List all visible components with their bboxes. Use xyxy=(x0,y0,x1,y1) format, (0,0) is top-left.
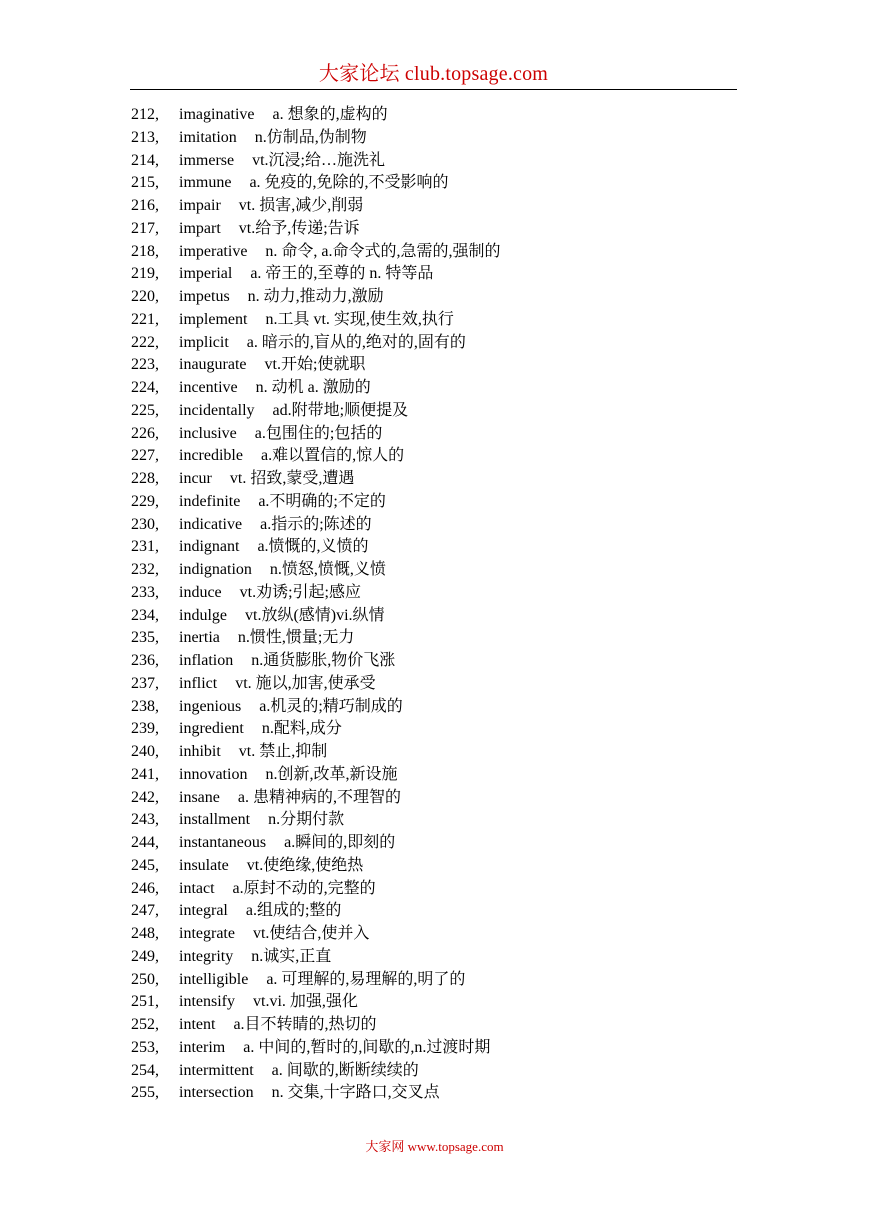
entry-word: implement xyxy=(179,310,248,328)
entry-number: 225, xyxy=(131,401,159,419)
entry-word: immerse xyxy=(179,151,235,169)
list-item xyxy=(0,536,869,559)
entry-definition: n.诚实,正直 xyxy=(251,947,332,965)
entry-word-group xyxy=(179,286,384,309)
list-item xyxy=(0,923,869,946)
entry-word-group xyxy=(179,809,344,832)
entry-number: 231, xyxy=(131,538,159,556)
entry-word: indignant xyxy=(179,538,240,556)
entry-word-group xyxy=(179,514,372,537)
entry-word-group xyxy=(179,991,358,1014)
entry-word-group xyxy=(179,718,342,741)
entry-word: inaugurate xyxy=(179,356,247,374)
entry-number: 243, xyxy=(131,811,159,829)
entry-word: inertia xyxy=(179,629,220,647)
entry-word: indefinite xyxy=(179,492,241,510)
entry-number: 223, xyxy=(131,356,159,374)
entry-word-group xyxy=(179,332,466,355)
entry-word: indignation xyxy=(179,561,252,578)
entry-definition: a.机灵的;精巧制成的 xyxy=(259,697,403,715)
list-item xyxy=(0,468,869,491)
entry-number: 212, xyxy=(131,106,159,123)
entry-definition: n.仿制品,伪制物 xyxy=(254,128,367,146)
entry-definition: n.惯性,惯量;无力 xyxy=(237,629,355,647)
entry-number: 219, xyxy=(131,265,159,283)
entry-definition: a. 间歇的,断断续续的 xyxy=(271,1061,419,1079)
entry-number: 220, xyxy=(131,288,159,305)
entry-definition: vt.放纵(感情)vi.纵情 xyxy=(245,606,385,624)
entry-word: ingredient xyxy=(179,720,244,738)
entry-definition: a. 中间的,暂时的,间歇的,n.过渡时期 xyxy=(243,1038,491,1056)
list-item xyxy=(0,673,869,696)
list-item xyxy=(0,582,869,605)
entry-word-group xyxy=(179,946,331,969)
entry-word-group xyxy=(179,241,501,264)
entry-definition: a.指示的;陈述的 xyxy=(260,515,372,533)
entry-definition: n.分期付款 xyxy=(268,811,345,829)
entry-definition: vt. 施以,加害,使承受 xyxy=(235,674,376,692)
list-item xyxy=(0,809,869,832)
list-item xyxy=(0,627,869,650)
list-item xyxy=(0,263,869,286)
list-item xyxy=(0,1037,869,1060)
entry-number: 242, xyxy=(131,788,159,806)
entry-word: intermittent xyxy=(179,1061,254,1079)
list-item xyxy=(0,354,869,377)
list-item xyxy=(0,946,869,969)
entry-definition: a.组成的;整的 xyxy=(245,902,342,920)
list-item xyxy=(0,1082,869,1105)
entry-word: intensify xyxy=(179,993,235,1011)
list-item xyxy=(0,445,869,468)
entry-word-group xyxy=(179,1060,419,1083)
entry-word-group xyxy=(179,423,382,446)
entry-word-group xyxy=(179,1037,490,1060)
entry-number: 226, xyxy=(131,424,159,442)
entry-word-group xyxy=(179,559,386,582)
entry-definition: vt. 损害,减少,削弱 xyxy=(238,197,364,214)
list-item xyxy=(0,491,869,514)
entry-number: 218, xyxy=(131,242,159,260)
entry-word: incur xyxy=(179,470,212,487)
entry-word-group xyxy=(179,923,369,946)
entry-number: 248, xyxy=(131,925,159,942)
entry-number: 244, xyxy=(131,834,159,851)
entry-word-group xyxy=(179,900,341,923)
entry-word: incidentally xyxy=(179,401,255,419)
list-item xyxy=(0,172,869,195)
entry-number: 238, xyxy=(131,697,159,715)
entry-definition: n.愤怒,愤慨,义愤 xyxy=(269,561,386,578)
entry-definition: n.通货膨胀,物价飞涨 xyxy=(251,652,396,669)
list-item xyxy=(0,969,869,992)
entry-word-group xyxy=(179,127,367,150)
list-item xyxy=(0,878,869,901)
entry-number: 217, xyxy=(131,219,159,237)
entry-word: incredible xyxy=(179,447,243,465)
list-item xyxy=(0,991,869,1014)
entry-word: innovation xyxy=(179,765,248,783)
entry-word: intersection xyxy=(179,1084,254,1102)
entry-number: 213, xyxy=(131,128,159,146)
entry-number: 247, xyxy=(131,902,159,920)
page-header: 大家论坛 club.topsage.com xyxy=(318,63,549,85)
entry-definition: n. 动力,推动力,激励 xyxy=(247,288,384,305)
entry-definition: n. 交集,十字路口,交叉点 xyxy=(271,1084,440,1102)
entry-number: 255, xyxy=(131,1084,159,1102)
entry-number: 230, xyxy=(131,515,159,533)
entry-word: integral xyxy=(179,902,228,920)
list-item xyxy=(0,1060,869,1083)
entry-word: insulate xyxy=(179,856,229,874)
entry-definition: a.不明确的;不定的 xyxy=(258,492,386,510)
entry-word-group xyxy=(179,1082,440,1105)
list-item xyxy=(0,605,869,628)
list-item xyxy=(0,718,869,741)
entry-word: imaginative xyxy=(179,106,255,123)
entry-word-group xyxy=(179,263,433,286)
entry-definition: a. 可理解的,易理解的,明了的 xyxy=(266,970,466,988)
entry-word: instantaneous xyxy=(179,834,267,851)
entry-definition: vt.vi. 加强,强化 xyxy=(253,993,358,1011)
list-item xyxy=(0,559,869,582)
entry-word: implicit xyxy=(179,333,229,351)
entry-definition: n.创新,改革,新设施 xyxy=(265,765,398,783)
entry-number: 252, xyxy=(131,1016,159,1033)
list-item xyxy=(0,787,869,810)
entry-number: 241, xyxy=(131,765,159,783)
entry-word-group xyxy=(179,491,386,514)
entry-word: indulge xyxy=(179,606,227,624)
entry-word-group xyxy=(179,969,465,992)
entry-definition: vt. 禁止,抑制 xyxy=(238,743,328,760)
entry-word-group xyxy=(179,764,397,787)
entry-definition: n.工具 vt. 实现,使生效,执行 xyxy=(265,310,454,328)
list-item xyxy=(0,332,869,355)
list-item xyxy=(0,514,869,537)
entry-definition: n. 动机 a. 激励的 xyxy=(255,379,371,396)
entry-number: 216, xyxy=(131,197,159,214)
entry-definition: vt.给予,传递;告诉 xyxy=(238,219,360,237)
list-item xyxy=(0,104,869,127)
list-item xyxy=(0,650,869,673)
list-item xyxy=(0,900,869,923)
entry-number: 224, xyxy=(131,379,159,396)
entry-word-group xyxy=(179,696,403,719)
entry-word: indicative xyxy=(179,515,243,533)
entry-word-group xyxy=(179,195,363,218)
entry-definition: vt.沉浸;给…施洗礼 xyxy=(252,151,385,169)
entry-number: 229, xyxy=(131,492,159,510)
entry-word-group xyxy=(179,468,354,491)
entry-definition: a.愤慨的,义愤的 xyxy=(257,538,369,556)
entry-word: inhibit xyxy=(179,743,221,760)
list-item xyxy=(0,150,869,173)
entry-word-group xyxy=(179,878,376,901)
list-item xyxy=(0,309,869,332)
entry-number: 249, xyxy=(131,947,159,965)
list-item xyxy=(0,423,869,446)
entry-word-group xyxy=(179,582,361,605)
page-footer: 大家网 www.topsage.com xyxy=(365,1139,504,1154)
entry-word: ingenious xyxy=(179,697,242,715)
entry-definition: a. 患精神病的,不理智的 xyxy=(237,788,401,806)
entry-definition: ad.附带地;顺便提及 xyxy=(272,401,409,419)
entry-word: imperative xyxy=(179,242,248,260)
entry-number: 254, xyxy=(131,1061,159,1079)
entry-word-group xyxy=(179,218,360,241)
entry-word-group xyxy=(179,354,365,377)
list-item xyxy=(0,741,869,764)
list-item xyxy=(0,286,869,309)
entry-word-group xyxy=(179,1014,377,1037)
entry-number: 215, xyxy=(131,174,159,192)
entry-word-group xyxy=(179,627,354,650)
entry-definition: n.配料,成分 xyxy=(261,720,342,738)
entry-definition: a. 帝王的,至尊的 n. 特等品 xyxy=(250,265,434,283)
list-item xyxy=(0,195,869,218)
entry-word-group xyxy=(179,377,371,400)
entry-word: imitation xyxy=(179,128,237,146)
entry-word-group xyxy=(179,741,327,764)
entry-word: incentive xyxy=(179,379,238,396)
entry-number: 240, xyxy=(131,743,159,760)
entry-number: 239, xyxy=(131,720,159,738)
entry-word: interim xyxy=(179,1038,226,1056)
entry-word: impetus xyxy=(179,288,230,305)
entry-word: installment xyxy=(179,811,251,829)
vocabulary-list xyxy=(0,104,869,1105)
list-item xyxy=(0,696,869,719)
entry-definition: a.包围住的;包括的 xyxy=(254,424,383,442)
list-item xyxy=(0,127,869,150)
entry-number: 221, xyxy=(131,310,159,328)
entry-definition: a.瞬间的,即刻的 xyxy=(284,834,396,851)
entry-number: 214, xyxy=(131,151,159,169)
list-item xyxy=(0,832,869,855)
entry-word-group xyxy=(179,150,385,173)
entry-number: 236, xyxy=(131,652,159,669)
list-item xyxy=(0,1014,869,1037)
entry-word-group xyxy=(179,172,449,195)
entry-definition: a. 想象的,虚构的 xyxy=(272,106,388,123)
entry-word-group xyxy=(179,787,401,810)
list-item xyxy=(0,764,869,787)
entry-word-group xyxy=(179,673,376,696)
list-item xyxy=(0,377,869,400)
entry-number: 234, xyxy=(131,606,159,624)
entry-word: inflict xyxy=(179,674,218,692)
list-item xyxy=(0,218,869,241)
entry-word: integrity xyxy=(179,947,234,965)
entry-definition: vt.使绝缘,使绝热 xyxy=(246,856,364,874)
entry-word: insane xyxy=(179,788,220,806)
entry-word-group xyxy=(179,855,363,878)
entry-definition: a.难以置信的,惊人的 xyxy=(260,447,405,465)
entry-word-group xyxy=(179,650,395,673)
entry-number: 246, xyxy=(131,879,159,897)
entry-word: impart xyxy=(179,219,221,237)
entry-word-group xyxy=(179,605,385,628)
entry-word: immune xyxy=(179,174,232,192)
entry-number: 227, xyxy=(131,447,159,465)
entry-word-group xyxy=(179,832,395,855)
entry-word: integrate xyxy=(179,925,235,942)
entry-word-group xyxy=(179,400,408,423)
entry-definition: vt. 招致,蒙受,遭遇 xyxy=(229,470,355,487)
entry-number: 250, xyxy=(131,970,159,988)
entry-number: 228, xyxy=(131,470,159,487)
entry-word: induce xyxy=(179,583,222,601)
entry-word-group xyxy=(179,104,388,127)
entry-word: inclusive xyxy=(179,424,237,442)
list-item xyxy=(0,400,869,423)
entry-definition: vt.开始;使就职 xyxy=(264,356,366,374)
header-rule xyxy=(130,89,737,90)
entry-word: imperial xyxy=(179,265,233,283)
entry-definition: vt.劝诱;引起;感应 xyxy=(239,583,361,601)
entry-word: impair xyxy=(179,197,221,214)
entry-number: 232, xyxy=(131,561,159,578)
entry-number: 222, xyxy=(131,333,159,351)
entry-number: 245, xyxy=(131,856,159,874)
entry-definition: a. 暗示的,盲从的,绝对的,固有的 xyxy=(246,333,466,351)
entry-word: inflation xyxy=(179,652,234,669)
entry-number: 233, xyxy=(131,583,159,601)
entry-number: 237, xyxy=(131,674,159,692)
entry-definition: a.目不转睛的,热切的 xyxy=(233,1016,377,1033)
entry-number: 251, xyxy=(131,993,159,1011)
entry-word-group xyxy=(179,445,404,468)
list-item xyxy=(0,855,869,878)
entry-definition: vt.使结合,使并入 xyxy=(252,925,370,942)
entry-definition: n. 命令, a.命令式的,急需的,强制的 xyxy=(265,242,501,260)
entry-word-group xyxy=(179,309,454,332)
entry-number: 235, xyxy=(131,629,159,647)
entry-word-group xyxy=(179,536,369,559)
entry-number: 253, xyxy=(131,1038,159,1056)
list-item xyxy=(0,241,869,264)
entry-word: intent xyxy=(179,1016,216,1033)
entry-definition: a.原封不动的,完整的 xyxy=(232,879,376,897)
entry-word: intelligible xyxy=(179,970,249,988)
entry-definition: a. 免疫的,免除的,不受影响的 xyxy=(249,174,449,192)
entry-word: intact xyxy=(179,879,215,897)
